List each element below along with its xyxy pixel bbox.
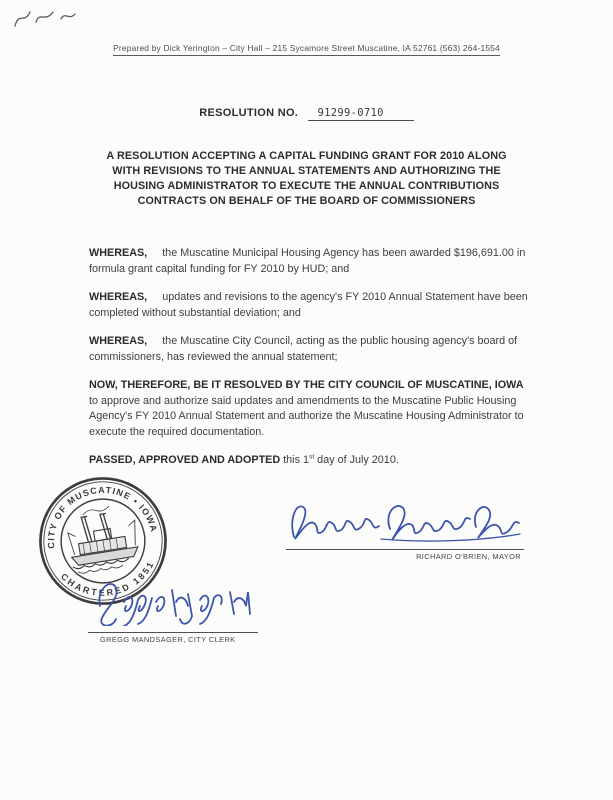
scan-pen-marks-icon (12, 5, 84, 33)
mayor-signature-line (286, 549, 524, 550)
adoption-lead: PASSED, APPROVED AND ADOPTED (89, 454, 281, 466)
clerk-signature-icon (88, 574, 258, 626)
mayor-signature-icon (286, 497, 524, 543)
title-line: A RESOLUTION ACCEPTING A CAPITAL FUNDING GRANT FOR 2010 ALONG (106, 150, 507, 162)
seal-bottom-text: CHARTERED 1851 (58, 558, 157, 598)
svg-text:CITY OF MUSCATINE • IOWA (38, 477, 160, 550)
clerk-title-label: GREGG MANDSAGER, CITY CLERK (100, 635, 236, 644)
whereas-text: the Muscatine Municipal Housing Agency has been awarded $196,691.00 in formula grant capital funding for FY 2010 by HUD; and (89, 247, 526, 275)
resolution-number: 91299-0710 (308, 107, 414, 121)
adoption-ordinal-suffix: st (308, 453, 315, 461)
whereas-paragraph (89, 290, 529, 321)
mayor-signature-block (286, 497, 524, 561)
resolution-heading (0, 107, 613, 119)
title-line: HOUSING ADMINISTRATOR TO EXECUTE THE ANNUAL CONTRIBUTIONS (113, 180, 500, 192)
resolved-lead: NOW, THEREFORE, BE IT RESOLVED BY THE CITY COUNCIL OF MUSCATINE, IOWA (89, 379, 524, 391)
resolution-title (55, 149, 558, 209)
title-line: WITH REVISIONS TO THE ANNUAL STATEMENTS AND AUTHORIZING THE (112, 165, 501, 177)
whereas-paragraph (89, 334, 529, 365)
adoption-text-pre: this 1 (280, 454, 309, 466)
adoption-text-post: day of July 2010. (314, 454, 399, 466)
title-line: CONTRACTS ON BEHALF OF THE BOARD OF COMMISSIONERS (137, 195, 476, 207)
whereas-text: updates and revisions to the agency's FY 2010 Annual Statement have been completed without substantial deviation; and (89, 291, 528, 319)
resolution-body (89, 246, 529, 482)
resolved-paragraph (89, 378, 529, 440)
prepared-by-text: Prepared by Dick Yerington – City Hall – 215 Sycamore Street Muscatine, IA 52761 (563) 264-1554 (113, 43, 500, 56)
steamboat-icon (65, 502, 142, 574)
seal-top-text: CITY OF MUSCATINE • IOWA (45, 484, 160, 549)
mayor-title-label: RICHARD O'BRIEN, MAYOR (416, 552, 521, 561)
whereas-paragraph (89, 246, 529, 277)
resolution-label: RESOLUTION NO. (199, 107, 299, 119)
clerk-signature-line (88, 632, 258, 633)
prepared-by-header (0, 43, 613, 53)
whereas-lead: WHEREAS, (89, 335, 148, 347)
whereas-lead: WHEREAS, (89, 291, 148, 303)
clerk-signature-block (88, 574, 258, 644)
resolved-text: to approve and authorize said updates and amendments to the Muscatine Public Housing Agency's FY 2010 Annual Statement and authorize the Muscatine Housing Administrator to execute the required documentation. (89, 394, 524, 438)
whereas-text: the Muscatine City Council, acting as the public housing agency's board of commissioners, has reviewed the annual statement; (89, 335, 518, 363)
whereas-lead: WHEREAS, (89, 247, 148, 259)
